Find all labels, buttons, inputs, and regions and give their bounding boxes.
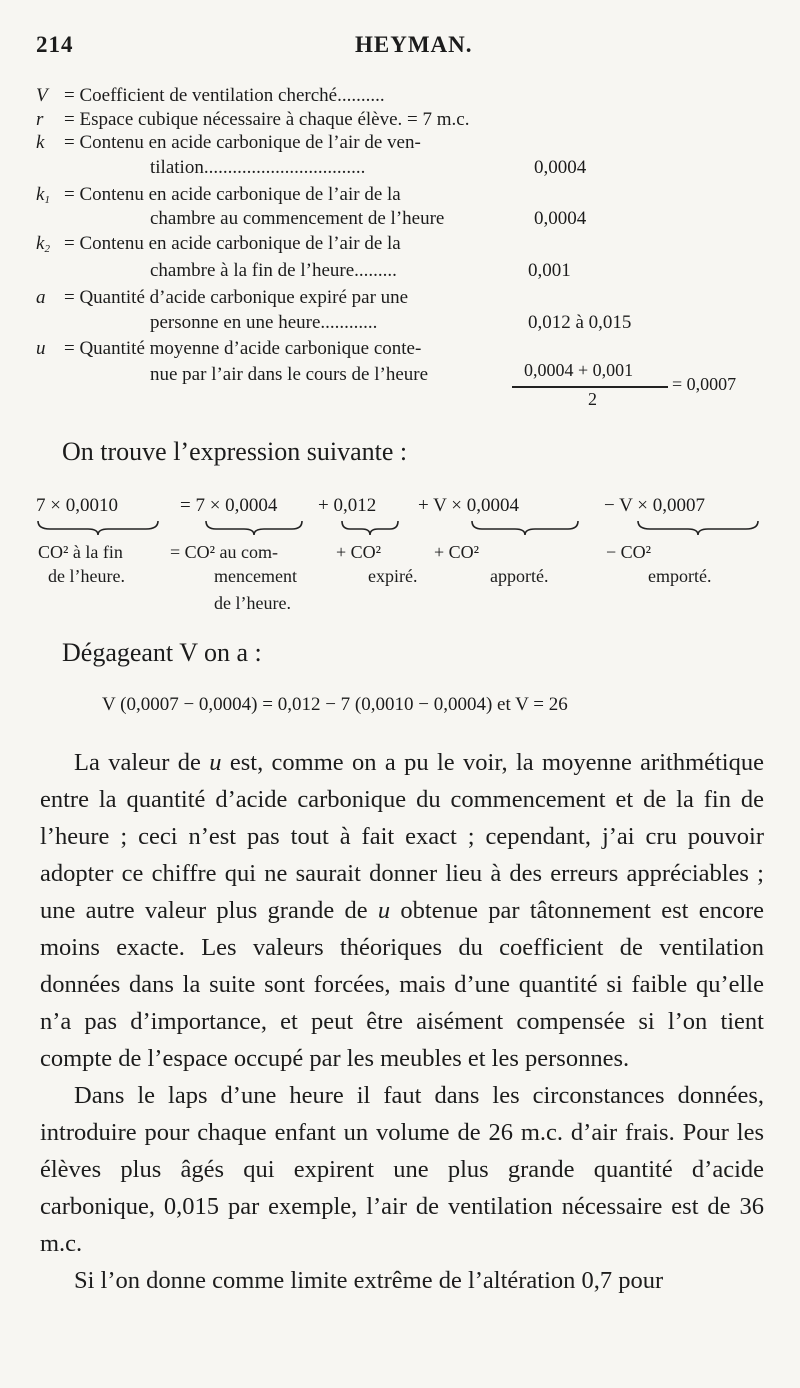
symbol: k <box>36 132 45 153</box>
solution-equation: V (0,0007 − 0,0004) = 0,012 − 7 (0,0010 − 0,0004) et V = 26 <box>102 694 568 715</box>
definition-continuation: chambre à la fin de l’heure......... <box>150 260 397 281</box>
solve-line: Dégageant V on a : <box>62 638 262 667</box>
definition-value: 0,0004 <box>534 157 587 178</box>
paragraph: La valeur de u est, comme on a pu le voir, la moyenne arithmétique entre la quantité d’acide carbonique du commencement et de la fin de l’heure ; ceci n’est pas tout à fait exact ; cependant, j’ai cru pouvoir adopter ce chiffre qui ne saurait donner lieu à des erreurs appréciables ; une autre valeur plus grande de u obtenue par tâtonnement est encore moins exacte. Les valeurs théoriques du coefficient de ventilation données dans la suite sont forcées, mais d’une quantité si faible qu’elle n’a pas d’importance, et peut être aisément compensée si l’on tient compte de l’espace occupé par les meubles et les personnes. <box>40 749 764 1072</box>
equation-label: emporté. <box>648 566 712 586</box>
definition-value: 0,012 à 0,015 <box>528 312 632 333</box>
equation-label: = CO² au com- <box>170 542 279 562</box>
symbol: a <box>36 287 46 308</box>
definition-row <box>36 337 421 361</box>
page-number: 214 <box>36 32 74 57</box>
definition-continuation: tilation.................................. <box>150 157 366 178</box>
symbol: $k_2$ <box>36 233 50 255</box>
definition-continuation: personne en une heure............ <box>150 312 378 333</box>
definition-text: = Contenu en acide carbonique de l’air de la <box>64 233 401 254</box>
equation-label: apporté. <box>490 566 549 586</box>
underbrace <box>636 518 760 536</box>
definition-text: = Espace cubique nécessaire à chaque élève. = 7 m.c. <box>64 109 470 130</box>
fraction-numerator: 0,0004 + 0,001 <box>524 360 634 380</box>
fraction-bar <box>512 386 668 388</box>
equation-label: de l’heure. <box>214 593 291 613</box>
definition-text: = Quantité moyenne d’acide carbonique conte- <box>64 338 422 359</box>
body-text <box>40 744 764 1299</box>
definition-text: = Coefficient de ventilation cherché.......... <box>64 85 385 106</box>
definition-continuation: nue par l’air dans le cours de l’heure <box>150 364 429 385</box>
equation-term: + 0,012 <box>318 495 377 516</box>
definition-text: = Quantité d’acide carbonique expiré par une <box>64 287 409 308</box>
equation-label: − CO² <box>606 542 652 562</box>
definition-value: 0,0004 <box>534 208 587 229</box>
definition-text: = Contenu en acide carbonique de l’air de ven- <box>64 132 421 153</box>
symbol: u <box>36 338 46 359</box>
paragraph: Dans le laps d’une heure il faut dans les circonstances données, introduire pour chaque enfant un volume de 26 m.c. d’air frais. Pour les élèves plus âgés qui expirent une plus grande quantité d’acide carbonique, 0,015 par exemple, l’air de ventilation nécessaire est de 36 m.c. <box>40 1082 764 1257</box>
definition-row <box>36 108 469 132</box>
intro-line: On trouve l’expression suivante : <box>62 437 408 466</box>
definition-row <box>36 131 421 155</box>
symbol: r <box>36 109 44 130</box>
equation-label: expiré. <box>368 566 418 586</box>
underbrace <box>204 518 304 536</box>
equation-label: + CO² <box>336 542 382 562</box>
definition-row <box>36 84 385 108</box>
equation-label: CO² à la fin <box>38 542 123 562</box>
fraction-denominator: 2 <box>588 389 597 409</box>
running-title: HEYMAN. <box>355 32 473 57</box>
equation-label: + CO² <box>434 542 480 562</box>
definition-row <box>36 286 408 310</box>
equation-term: − V × 0,0007 <box>604 495 705 516</box>
fraction-result: = 0,0007 <box>672 374 737 394</box>
equation-term: + V × 0,0004 <box>418 495 519 516</box>
definition-text: = Contenu en acide carbonique de l’air de la <box>64 184 401 205</box>
definition-continuation: chambre au commencement de l’heure <box>150 208 445 229</box>
equation-label: de l’heure. <box>48 566 125 586</box>
paragraph: Si l’on donne comme limite extrême de l’altération 0,7 pour <box>74 1267 664 1294</box>
symbol: V <box>36 85 48 106</box>
equation-term: 7 × 0,0010 <box>36 495 118 516</box>
symbol: $k_1$ <box>36 184 50 206</box>
equation-term: = 7 × 0,0004 <box>180 495 278 516</box>
equation-label: mencement <box>214 566 297 586</box>
underbrace <box>36 518 160 536</box>
definition-value: 0,001 <box>528 260 571 281</box>
definition-row <box>36 232 401 261</box>
underbrace <box>470 518 580 536</box>
underbrace <box>340 518 400 536</box>
